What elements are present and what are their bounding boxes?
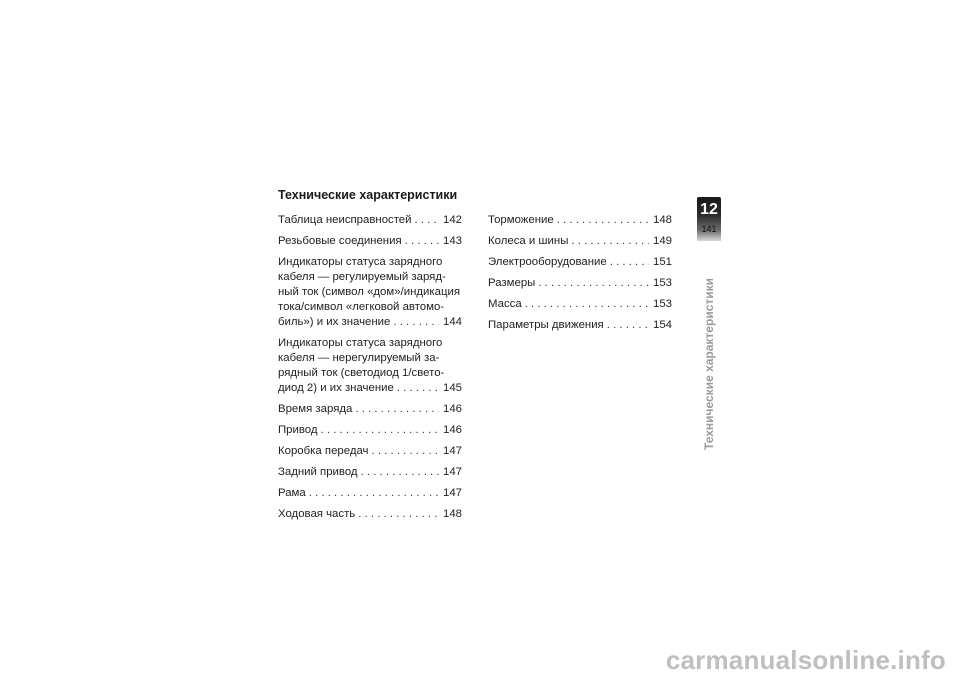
toc-page-number: 153 <box>652 277 672 289</box>
dot-leader <box>525 297 649 312</box>
toc-entry[interactable] <box>488 318 672 333</box>
toc-entry[interactable] <box>488 276 672 291</box>
toc-entry-text: Размеры <box>488 277 536 289</box>
chapter-number: 12 <box>700 201 718 218</box>
toc-entry[interactable] <box>278 213 462 228</box>
dot-leader <box>538 276 649 291</box>
toc-entry[interactable] <box>278 444 462 459</box>
toc-entry[interactable] <box>488 255 672 270</box>
toc-page-number: 147 <box>442 487 462 499</box>
dot-leader <box>393 315 439 330</box>
page-number: 141 <box>701 224 717 234</box>
toc-entry[interactable] <box>278 402 462 417</box>
toc-entry-text: Электрооборудование <box>488 256 607 268</box>
toc-entry-text: Масса <box>488 298 522 310</box>
toc-entry[interactable] <box>488 213 672 228</box>
chapter-tab <box>697 197 721 241</box>
toc-entry-text: Коробка передач <box>278 445 369 457</box>
toc-page-number: 142 <box>442 214 462 226</box>
section-heading: Технические характеристики <box>278 188 458 202</box>
toc-entry-text: диод 2) и их значение <box>278 382 394 394</box>
toc-entry[interactable] <box>488 234 672 249</box>
toc-page-number: 148 <box>442 508 462 520</box>
toc-entry-text: рядный ток (светодиод 1/свето- <box>278 367 445 379</box>
toc-entry-text: биль») и их значение <box>278 316 391 328</box>
dot-leader <box>358 507 439 522</box>
toc-page-number: 154 <box>652 319 672 331</box>
dot-leader <box>557 213 649 228</box>
toc-entry-text: Привод <box>278 424 318 436</box>
toc-entry-text: Индикаторы статуса зарядного <box>278 256 443 268</box>
toc-page-number: 143 <box>442 235 462 247</box>
toc-page-number: 148 <box>652 214 672 226</box>
toc-entry[interactable] <box>278 336 462 396</box>
toc-page-number: 153 <box>652 298 672 310</box>
toc-entry-text: Торможение <box>488 214 554 226</box>
toc-entry-text: кабеля — нерегулируемый за- <box>278 352 440 364</box>
toc-page-number: 145 <box>442 382 462 394</box>
toc-entry[interactable] <box>278 486 462 501</box>
toc-entry[interactable] <box>278 255 462 330</box>
toc-entry-text: Колеса и шины <box>488 235 569 247</box>
toc-entry-text: Индикаторы статуса зарядного <box>278 337 443 349</box>
side-chapter-title: Технические характеристики <box>702 277 716 451</box>
dot-leader <box>372 444 440 459</box>
toc-page-number: 146 <box>442 424 462 436</box>
dot-leader <box>309 486 439 501</box>
toc-entry-text: Таблица неисправностей <box>278 214 412 226</box>
toc-entry[interactable] <box>488 297 672 312</box>
dot-leader <box>415 213 439 228</box>
toc-entry[interactable] <box>278 234 462 249</box>
dot-leader <box>355 402 439 417</box>
dot-leader <box>397 381 439 396</box>
toc-entry-text: Резьбовые соединения <box>278 235 402 247</box>
dot-leader <box>610 255 649 270</box>
dot-leader <box>571 234 649 249</box>
dot-leader <box>405 234 439 249</box>
toc-column-left <box>278 213 462 528</box>
toc-page-number: 147 <box>442 445 462 457</box>
dot-leader <box>321 423 439 438</box>
toc-entry-text: Параметры движения <box>488 319 604 331</box>
dot-leader <box>361 465 439 480</box>
toc-page-number: 149 <box>652 235 672 247</box>
toc-entry-text: ный ток (символ «дом»/индикация <box>278 286 461 298</box>
toc-entry-text: Задний привод <box>278 466 358 478</box>
toc-page-number: 151 <box>652 256 672 268</box>
dot-leader <box>607 318 649 333</box>
toc-page-number: 147 <box>442 466 462 478</box>
toc-entry-text: Время заряда <box>278 403 353 415</box>
toc-entry-text: кабеля — регулируемый заряд- <box>278 271 446 283</box>
toc-entry-text: тока/символ «легковой автомо- <box>278 301 445 313</box>
toc-entry-text: Рама <box>278 487 306 499</box>
toc-page-number: 144 <box>442 316 462 328</box>
toc-entry[interactable] <box>278 423 462 438</box>
toc-page-number: 146 <box>442 403 462 415</box>
toc-column-right <box>488 213 672 339</box>
toc-entry[interactable] <box>278 465 462 480</box>
toc-entry[interactable] <box>278 507 462 522</box>
watermark: carmanualsonline.info <box>665 645 946 675</box>
toc-entry-text: Ходовая часть <box>278 508 356 520</box>
